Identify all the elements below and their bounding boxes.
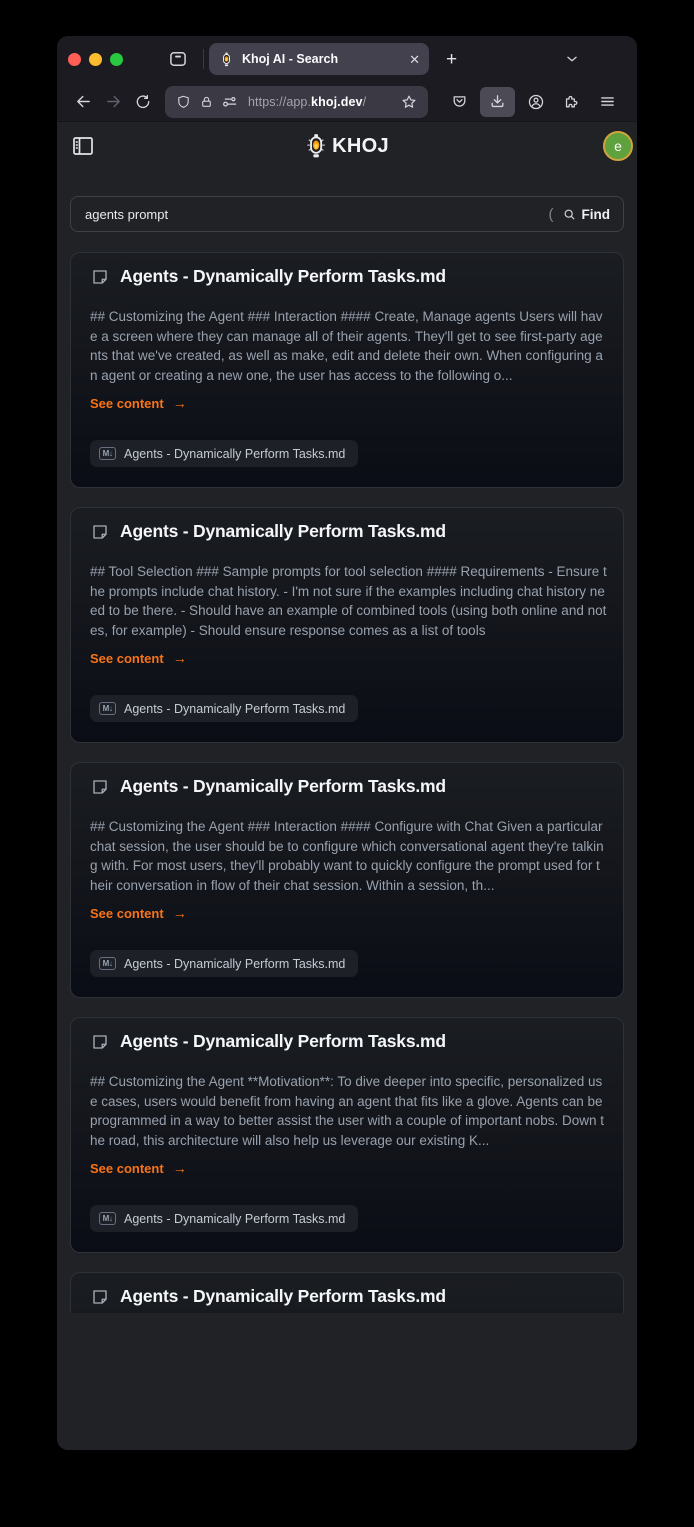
logo-text: KHOJ xyxy=(332,134,389,157)
markdown-file-icon: M↓ xyxy=(99,1212,116,1225)
result-card[interactable] xyxy=(70,762,624,998)
file-chip-label: Agents - Dynamically Perform Tasks.md xyxy=(124,1211,346,1226)
arrow-right-icon: → xyxy=(172,395,187,411)
result-header xyxy=(91,521,603,542)
note-icon xyxy=(91,523,109,541)
khoj-logo[interactable] xyxy=(305,133,389,159)
result-card[interactable] xyxy=(70,1272,624,1313)
result-title: Agents - Dynamically Perform Tasks.md xyxy=(120,266,446,286)
arrow-right-icon: → xyxy=(172,650,187,666)
result-card[interactable] xyxy=(70,507,624,743)
find-divider: ( xyxy=(548,205,554,223)
result-title: Agents - Dynamically Perform Tasks.md xyxy=(120,1286,446,1306)
result-snippet: ## Customizing the Agent ### Interaction #### Configure with Chat Given a particular chat session, the user should be to configure which conversational agent they're talking with. For most users, they'll probably want to quickly configure the prompt used for their conversation in flow of their chat session. Within a session, th... xyxy=(90,819,604,894)
url-bar[interactable] xyxy=(165,86,428,118)
url-domain: khoj.dev xyxy=(311,94,363,109)
result-title: Agents - Dynamically Perform Tasks.md xyxy=(120,521,446,541)
see-content-label: See content xyxy=(90,1160,164,1176)
permissions-toggle-icon[interactable] xyxy=(222,96,239,108)
result-header xyxy=(91,1031,603,1052)
khoj-lantern-icon xyxy=(305,133,327,159)
see-content-label: See content xyxy=(90,395,164,411)
tab-close-icon[interactable]: ✕ xyxy=(409,51,420,67)
search-icon xyxy=(563,208,576,221)
traffic-lights xyxy=(68,53,123,66)
zoom-window-button[interactable] xyxy=(110,53,123,66)
back-button[interactable] xyxy=(68,88,98,116)
result-header xyxy=(91,776,603,797)
user-avatar[interactable]: e xyxy=(603,131,633,161)
tab-separator xyxy=(203,49,204,69)
result-title: Agents - Dynamically Perform Tasks.md xyxy=(120,776,446,796)
khoj-favicon xyxy=(220,52,233,67)
close-window-button[interactable] xyxy=(68,53,81,66)
browser-window xyxy=(57,36,637,1450)
arrow-right-icon: → xyxy=(172,905,187,921)
result-card[interactable] xyxy=(70,252,624,488)
note-icon xyxy=(91,1033,109,1051)
result-header xyxy=(91,1286,603,1307)
lock-icon[interactable] xyxy=(200,95,213,109)
result-card[interactable] xyxy=(70,1017,624,1253)
note-icon xyxy=(91,1288,109,1306)
tab-bar xyxy=(57,36,637,82)
tab-title: Khoj AI - Search xyxy=(242,52,339,66)
firefox-view-icon[interactable] xyxy=(168,49,188,69)
search-bar xyxy=(70,196,624,232)
bookmark-star-icon[interactable] xyxy=(401,94,417,110)
markdown-file-icon: M↓ xyxy=(99,957,116,970)
menu-hamburger-icon[interactable] xyxy=(592,87,623,117)
find-button[interactable] xyxy=(563,207,611,222)
khoj-page xyxy=(57,122,637,1450)
markdown-file-icon: M↓ xyxy=(99,447,116,460)
note-icon xyxy=(91,778,109,796)
see-content-link[interactable] xyxy=(90,395,187,411)
result-header xyxy=(91,266,603,287)
url-trail: / xyxy=(362,94,367,109)
file-chip-label: Agents - Dynamically Perform Tasks.md xyxy=(124,956,346,971)
result-title: Agents - Dynamically Perform Tasks.md xyxy=(120,1031,446,1051)
tab-list-chevron-down-icon[interactable] xyxy=(565,52,579,66)
see-content-label: See content xyxy=(90,905,164,921)
file-chip-label: Agents - Dynamically Perform Tasks.md xyxy=(124,701,346,716)
file-chip-label: Agents - Dynamically Perform Tasks.md xyxy=(124,446,346,461)
file-chip[interactable] xyxy=(90,695,358,722)
markdown-file-icon: M↓ xyxy=(99,702,116,715)
see-content-link[interactable] xyxy=(90,1160,187,1176)
page-header xyxy=(57,122,637,170)
navigation-bar xyxy=(57,82,637,122)
result-snippet: ## Customizing the Agent ### Interaction #### Create, Manage agents Users will have a screen where they can manage all of their agents. They'll get to see first-party agents that we've created, as well as make, edit and delete their own. When configuring an agent or creating a new one, the user has access to the following o... xyxy=(90,309,603,384)
search-results xyxy=(70,252,624,1313)
forward-button[interactable] xyxy=(98,88,128,116)
result-snippet: ## Tool Selection ### Sample prompts for tool selection #### Requirements - Ensure the prompts include chat history. - I'm not sure if the examples including chat history need to be there. - Should have an example of combined tools (using both online and notes, for example) - Should ensure response comes as a list of tools xyxy=(90,564,607,639)
new-tab-button[interactable]: + xyxy=(446,48,458,70)
downloads-button[interactable] xyxy=(480,87,515,117)
file-chip[interactable] xyxy=(90,1205,358,1232)
note-icon xyxy=(91,268,109,286)
toolbar-buttons xyxy=(444,87,623,117)
account-icon[interactable] xyxy=(520,87,551,117)
file-chip[interactable] xyxy=(90,950,358,977)
see-content-link[interactable] xyxy=(90,650,187,666)
sidebar-toggle-icon[interactable] xyxy=(66,129,100,163)
result-snippet: ## Customizing the Agent **Motivation**: To dive deeper into specific, personalized use cases, users would benefit from having an agent that fits like a glove. Agents can be programmed in a way to better assist the user with a couple of important nobs. Down the road, this architecture will also help us leverage our existing K... xyxy=(90,1074,605,1149)
url-text xyxy=(248,95,366,109)
url-scheme: https://app. xyxy=(248,94,312,109)
minimize-window-button[interactable] xyxy=(89,53,102,66)
see-content-link[interactable] xyxy=(90,905,187,921)
reload-button[interactable] xyxy=(128,88,158,116)
extensions-puzzle-icon[interactable] xyxy=(556,87,587,117)
pocket-icon[interactable] xyxy=(444,87,475,117)
search-input[interactable] xyxy=(85,207,549,222)
arrow-right-icon: → xyxy=(172,1160,187,1176)
tab-khoj-search[interactable] xyxy=(209,43,429,75)
tracking-shield-icon[interactable] xyxy=(176,94,191,110)
see-content-label: See content xyxy=(90,650,164,666)
find-label: Find xyxy=(581,206,610,222)
file-chip[interactable] xyxy=(90,440,358,467)
